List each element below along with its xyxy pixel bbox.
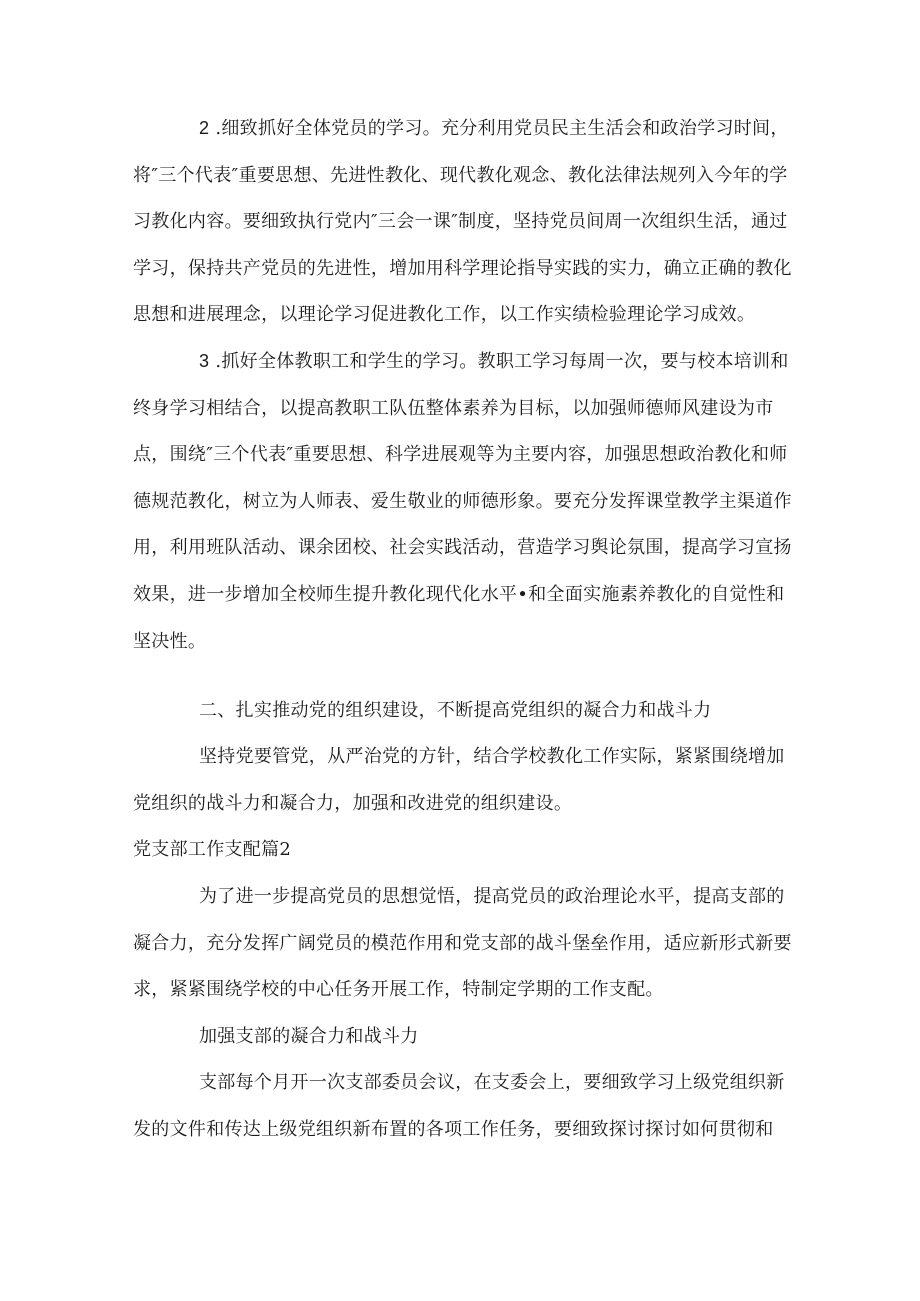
paragraph-3-text: .抓好全体教职工和学生的学习。教职工学习每周一次，要与校本培训和终身学习相结合，以提高教职工队伍整体素养为目标，以加强师德师风建设为市点，围绕″三个代表″重要思想、科学进展观等为主要内容，加强思想政治教化和师德规范教化，树立为人师表、爱生敬业的师德形象。要充分发挥课堂教学主渠道作用，利用班队活动、课余团校、社会实践活动，营造学习舆论氛围，提高学习宣扬效果，进一步增加全校师生提升教化现代化水平•和全面实施素养教化的自觉性和坚决性。: [133, 351, 792, 652]
paragraph-3: [133, 338, 793, 665]
section-title: 党支部工作支配篇2: [133, 839, 292, 860]
subheading: 加强支部的凝合力和战斗力: [199, 1026, 419, 1047]
heading-two: 二、扎实推动党的组织建设，不断提高党组织的凝合力和战斗力: [199, 700, 712, 721]
paragraph-2-text: .细致抓好全体党员的学习。充分利用党员民主生活会和政治学习时间，将″三个代表″重要思想、先进性教化、现代教化观念、教化法律法规列入今年的学习教化内容。要细致执行党内″三会一课″制度，坚持党员间周一次组织生活，通过学习，保持共产党员的先进性，增加用科学理论指导实践的实力，确立正确的教化思想和进展理念，以理论学习促进教化工作，以工作实绩检验理论学习成效。: [133, 118, 792, 326]
paragraph-intro: 为了进一步提高党员的思想觉悟，提高党员的政治理论水平，提高支部的凝合力，充分发挥广阔党员的模范作用和党支部的战斗堡垒作用，适应新形式新要求，紧紧围绕学校的中心任务开展工作，特制定学期的工作支配。: [133, 886, 792, 1001]
paragraph-meeting: 支部每个月开一次支部委员会议，在支委会上，要细致学习上级党组织新发的文件和传达上级党组织新布置的各项工作任务，要细致探讨探讨如何贯彻和: [133, 1072, 785, 1140]
paragraph-3-number: 3: [199, 351, 210, 371]
paragraph-2: [133, 105, 793, 339]
paragraph-party-building: 坚持党要管党，从严治党的方针，结合学校教化工作实际，紧紧围绕增加党组织的战斗力和凝合力，加强和改进党的组织建设。: [133, 746, 785, 814]
paragraph-2-number: 2: [199, 118, 210, 138]
